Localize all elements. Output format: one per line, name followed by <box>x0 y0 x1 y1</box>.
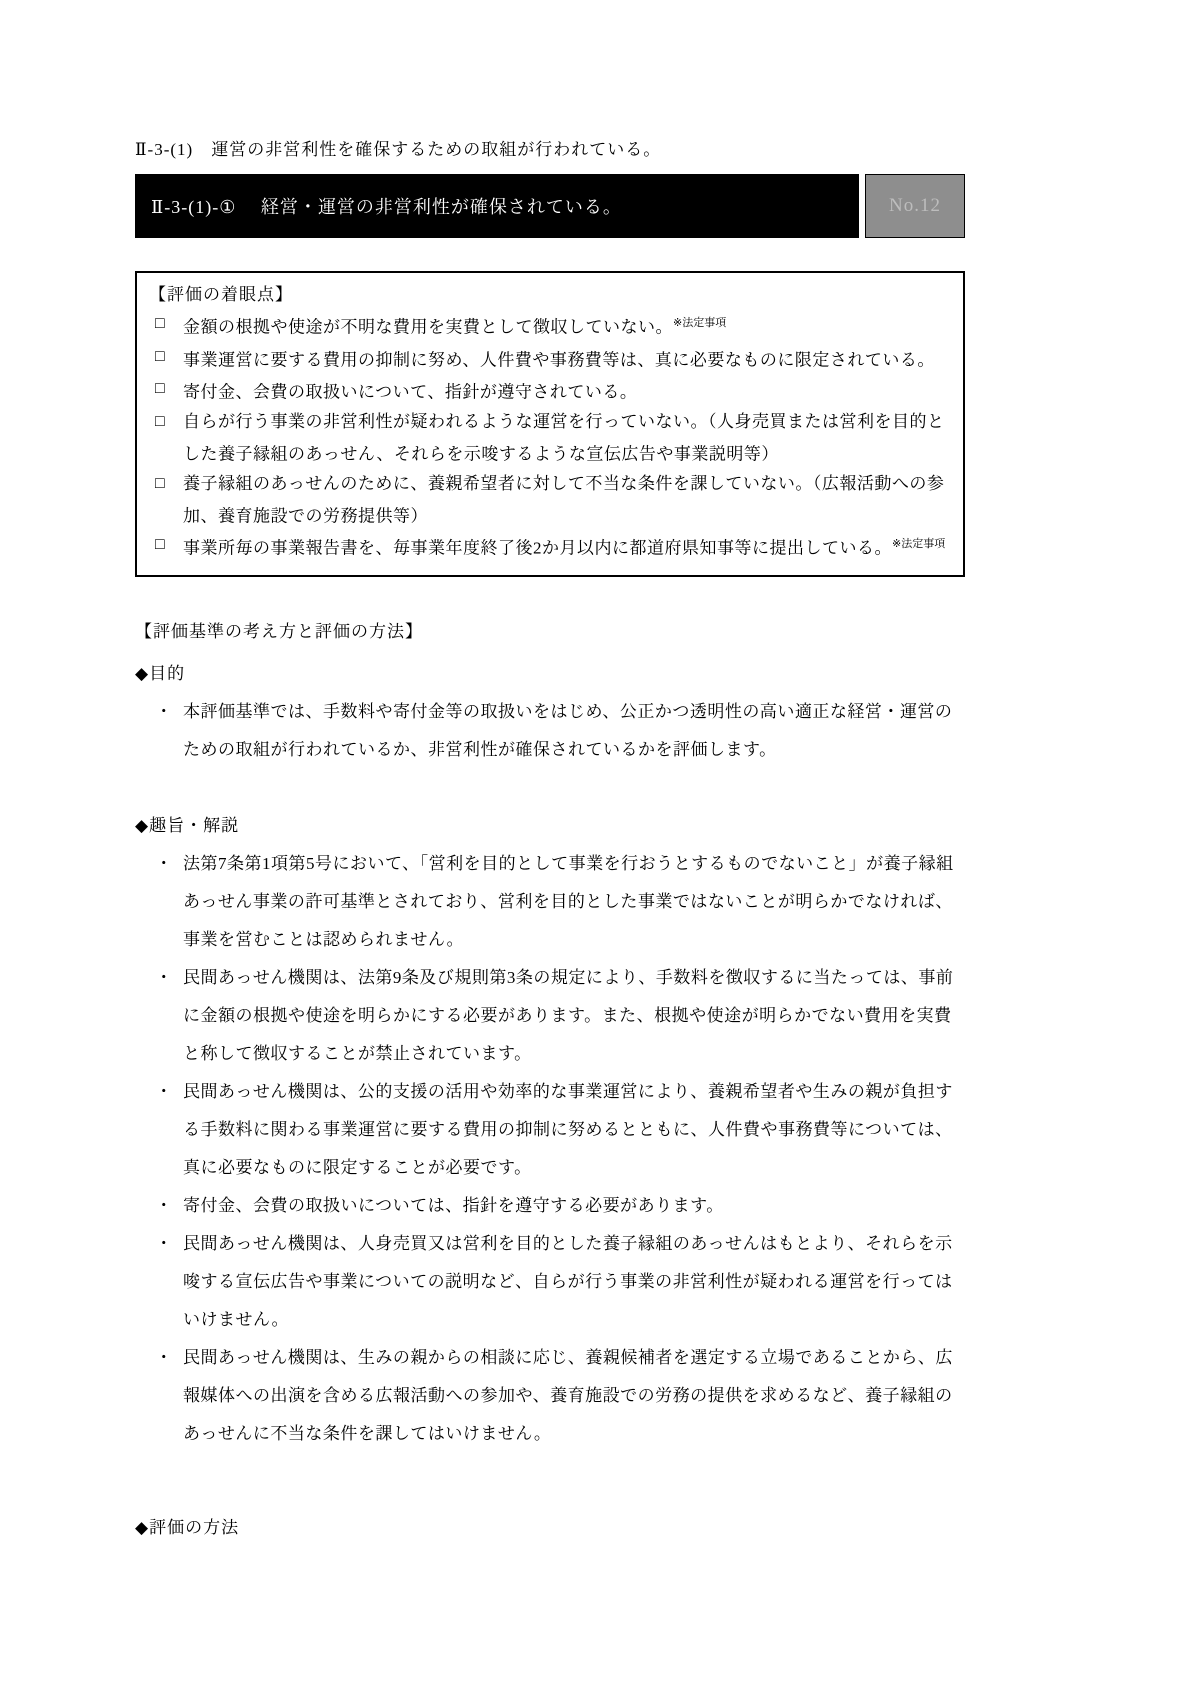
explanation-heading: ◆趣旨・解説 <box>135 815 240 835</box>
checklist-item-body: 金額の根拠や使途が不明な費用を実費として徴収していない。 <box>183 317 673 337</box>
bullet-icon: ・ <box>155 967 173 987</box>
section-heading: Ⅱ-3-(1) 運営の非営利性を確保するための取組が行われている。 <box>135 140 662 159</box>
checklist-item <box>149 374 949 407</box>
bullet-icon: ・ <box>155 701 173 721</box>
checkbox-icon: □ <box>155 347 165 365</box>
list-item-text: 寄付金、会費の取扱いについては、指針を遵守する必要があります。 <box>183 1195 724 1215</box>
list-item <box>135 693 965 769</box>
list-item-text: 民間あっせん機関は、公的支援の活用や効率的な事業運営により、養親希望者や生みの親が負担する手数料に関わる事業運営に要する費用の抑制に努めるとともに、人件費や事務費等については、真に必要なものに限定することが必要です。 <box>183 1081 953 1177</box>
checklist-item-body: 事業運営に要する費用の抑制に努め、人件費や事務費等は、真に必要なものに限定されている。 <box>183 350 935 370</box>
checklist-item-text <box>183 309 949 342</box>
purpose-heading: ◆目的 <box>135 663 186 683</box>
checklist-item <box>149 469 949 531</box>
bullet-icon: ・ <box>155 853 173 873</box>
checklist-item-text <box>183 407 949 469</box>
list-item <box>135 1187 965 1225</box>
checklist-item <box>149 407 949 469</box>
criteria-section-heading: 【評価基準の考え方と評価の方法】 <box>135 621 423 641</box>
list-item-text: 本評価基準では、手数料や寄付金等の取扱いをはじめ、公正かつ透明性の高い適正な経営・運営のための取組が行われているか、非営利性が確保されているかを評価します。 <box>183 701 953 759</box>
checklist-item-body: 寄付金、会費の取扱いについて、指針が遵守されている。 <box>183 382 638 402</box>
checklist-item-body: 自らが行う事業の非営利性が疑われるような運営を行っていない。（人身売買または営利を目的とした養子縁組のあっせん、それらを示唆するような宣伝広告や事業説明等） <box>183 411 945 464</box>
checklist-item-text <box>183 374 949 407</box>
purpose-list <box>135 693 965 769</box>
checklist-item <box>149 530 949 563</box>
bullet-icon: ・ <box>155 1233 173 1253</box>
list-item <box>135 959 965 1073</box>
list-item <box>135 845 965 959</box>
criterion-banner-row <box>135 174 965 238</box>
criterion-banner-title: Ⅱ-3-(1)-① 経営・運営の非営利性が確保されている。 <box>135 174 859 238</box>
list-item-text: 民間あっせん機関は、人身売買又は営利を目的とした養子縁組のあっせんはもとより、それらを示唆する宣伝広告や事業についての説明など、自らが行う事業の非営利性が疑われる運営を行ってはいけません。 <box>183 1233 953 1329</box>
list-item <box>135 1225 965 1339</box>
checklist-item <box>149 309 949 342</box>
checklist-item-text <box>183 469 949 531</box>
list-item <box>135 1073 965 1187</box>
checkbox-icon: □ <box>155 380 165 398</box>
bullet-icon: ・ <box>155 1081 173 1101</box>
checklist-item-text <box>183 342 949 375</box>
legal-note: ※法定事項 <box>673 317 727 329</box>
checklist-item-body: 養子縁組のあっせんのために、養親希望者に対して不当な条件を課していない。（広報活動への参加、養育施設での労務提供等） <box>183 473 945 526</box>
checkbox-icon: □ <box>155 412 165 430</box>
explanation-list <box>135 845 965 1453</box>
checklist-item-text <box>183 530 949 563</box>
checkbox-icon: □ <box>155 536 165 554</box>
list-item-text: 法第7条第1項第5号において、「営利を目的として事業を行おうとするものでないこと」が養子縁組あっせん事業の許可基準とされており、営利を目的とした事業ではないことが明らかでなければ、事業を営むことは認められません。 <box>183 853 954 949</box>
checkbox-icon: □ <box>155 315 165 332</box>
focus-points-title: 【評価の着眼点】 <box>149 285 293 304</box>
list-item-text: 民間あっせん機関は、法第9条及び規則第3条の規定により、手数料を徴収するに当たっては、事前に金額の根拠や使途を明らかにする必要があります。また、根拠や使途が明らかでない費用を実費と称して徴収することが禁止されています。 <box>183 967 954 1063</box>
bullet-icon: ・ <box>155 1347 173 1367</box>
method-heading: ◆評価の方法 <box>135 1517 240 1537</box>
list-item-text: 民間あっせん機関は、生みの親からの相談に応じ、養親候補者を選定する立場であることから、広報媒体への出演を含める広報活動への参加や、養育施設での労務の提供を求めるなど、養子縁組のあっせんに不当な条件を課してはいけません。 <box>183 1347 953 1443</box>
legal-note: ※法定事項 <box>892 538 946 551</box>
list-item <box>135 1339 965 1453</box>
checklist-item <box>149 342 949 375</box>
checkbox-icon: □ <box>155 474 165 492</box>
checklist-item-body: 事業所毎の事業報告書を、毎事業年度終了後2か月以内に都道府県知事等に提出している。 <box>183 538 892 558</box>
criterion-number-badge: No.12 <box>865 174 965 238</box>
bullet-icon: ・ <box>155 1195 173 1215</box>
focus-points-box <box>135 271 965 577</box>
